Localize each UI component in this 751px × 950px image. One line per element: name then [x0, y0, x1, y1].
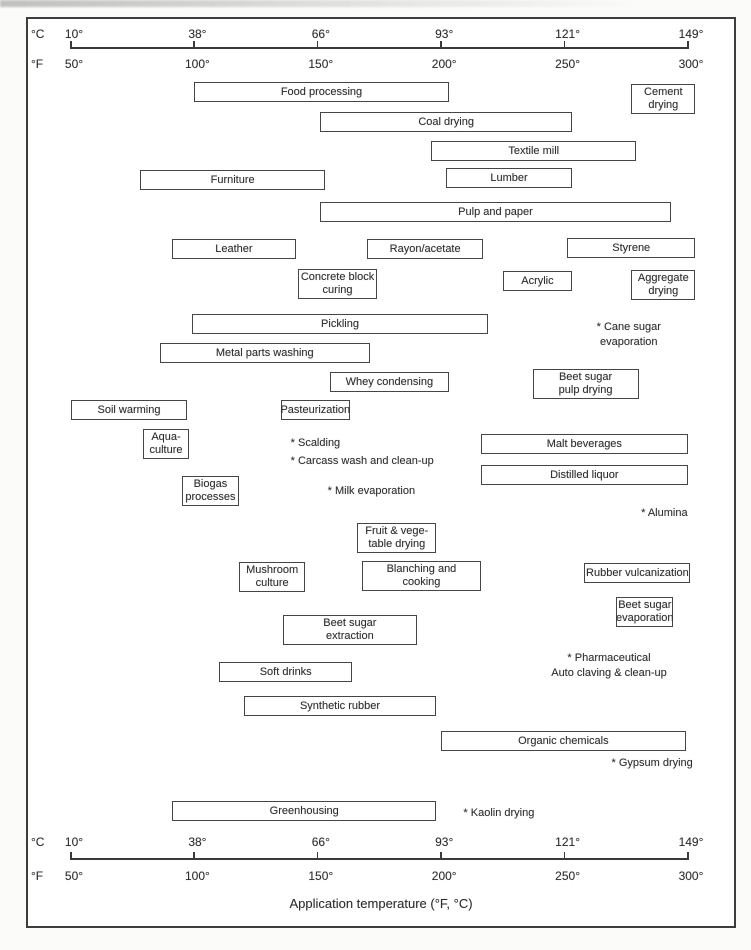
annotation-line: * Kaolin drying — [463, 807, 535, 819]
range-box-label: Metal parts washing — [215, 346, 314, 359]
range-box-label: Distilled liquor — [550, 468, 619, 481]
range-box-label: Lumber — [490, 171, 528, 184]
range-box — [446, 168, 572, 188]
fahrenheit-tick-label: 100° — [184, 869, 210, 883]
fahrenheit-tick-label: 200° — [431, 869, 457, 883]
annotation-line: * Cane sugar — [596, 321, 661, 333]
annotation-label — [611, 756, 692, 771]
fahrenheit-unit-label: °F — [31, 869, 44, 883]
range-box — [533, 369, 639, 399]
fahrenheit-tick-label: 300° — [678, 869, 704, 883]
range-box-label: curing — [322, 284, 353, 296]
axis-tick-bottom — [70, 852, 72, 860]
range-box — [481, 465, 688, 485]
range-box-label: Pasteurization — [280, 403, 351, 416]
annotation-line: * Scalding — [290, 437, 341, 449]
celsius-tick-label: 93° — [435, 27, 454, 41]
annotation-line: evaporation — [600, 336, 658, 348]
range-box-label: Mushroom — [246, 564, 299, 576]
range-box-label: Blanching and — [386, 563, 457, 575]
annotation-label — [551, 651, 667, 681]
annotation-label — [597, 320, 661, 350]
axis-line-top — [71, 47, 688, 49]
range-box-label: Whey condensing — [345, 375, 434, 388]
annotation-line: Auto claving & clean-up — [551, 667, 667, 679]
range-box-label: evaporation — [616, 612, 674, 624]
axis-tick-top — [70, 41, 72, 49]
range-box — [320, 202, 670, 222]
annotation-line: * Carcass wash and clean-up — [290, 455, 434, 467]
x-axis-title: Application temperature (°F, °C) — [289, 896, 473, 911]
range-box-label: table drying — [368, 538, 426, 550]
range-box-label: Greenhousing — [269, 804, 339, 817]
celsius-unit-label: °C — [31, 835, 45, 849]
fahrenheit-tick-label: 200° — [431, 57, 457, 71]
celsius-tick-label: 121° — [555, 27, 580, 41]
axis-tick-bottom — [193, 852, 195, 860]
celsius-tick-label: 121° — [555, 835, 580, 849]
range-box-label: Concrete block — [300, 271, 375, 283]
axis-tick-top — [440, 41, 442, 49]
axis-tick-bottom — [564, 852, 566, 860]
range-box-label: Styrene — [612, 241, 651, 254]
axis-tick-bottom — [317, 852, 319, 860]
annotation-label — [641, 506, 687, 521]
range-box-label: Malt beverages — [546, 437, 622, 450]
fahrenheit-tick-label: 50° — [64, 869, 84, 883]
axis-tick-top — [193, 41, 195, 49]
fahrenheit-tick-label: 300° — [678, 57, 704, 71]
range-box-label: Textile mill — [508, 144, 560, 157]
range-box — [330, 372, 448, 392]
range-box — [616, 597, 673, 627]
range-box — [298, 269, 377, 299]
celsius-tick-label: 38° — [188, 27, 207, 41]
range-box-label: Soft drinks — [259, 665, 312, 678]
fahrenheit-tick-label: 100° — [184, 57, 210, 71]
range-box-label: drying — [648, 285, 679, 297]
range-box-label: Biogas — [193, 478, 228, 490]
range-box-label: Leather — [215, 242, 253, 255]
range-box-label: extraction — [326, 630, 374, 642]
range-box — [172, 801, 436, 821]
annotation-line: * Milk evaporation — [327, 485, 416, 497]
range-box-label: cooking — [402, 576, 441, 588]
range-box — [320, 112, 572, 132]
range-box — [584, 563, 690, 583]
fahrenheit-tick-label: 50° — [64, 57, 84, 71]
range-box-label: Pickling — [321, 317, 359, 330]
range-box-label: Synthetic rubber — [299, 699, 381, 712]
annotation-label — [463, 806, 534, 821]
range-box — [140, 170, 325, 190]
celsius-unit-label: °C — [31, 27, 45, 41]
range-box — [194, 82, 448, 102]
range-box — [239, 562, 306, 592]
range-box — [160, 343, 370, 363]
celsius-tick-label: 38° — [188, 835, 207, 849]
annotation-line: * Alumina — [641, 507, 688, 519]
range-box — [503, 271, 572, 291]
range-box — [71, 400, 187, 420]
range-box-label: culture — [255, 577, 289, 589]
celsius-tick-label: 149° — [678, 835, 704, 849]
range-box — [367, 239, 483, 259]
annotation-line: * Gypsum drying — [611, 757, 693, 769]
fahrenheit-tick-label: 150° — [308, 869, 334, 883]
range-box — [357, 523, 436, 553]
range-box-label: Pulp and paper — [458, 205, 533, 218]
range-box-label: Cement — [644, 86, 683, 98]
axis-tick-bottom — [440, 852, 442, 860]
annotation-line: * Pharmaceutical — [567, 652, 651, 664]
axis-tick-bottom — [687, 852, 689, 860]
range-box-label: Coal drying — [418, 115, 474, 128]
celsius-tick-label: 66° — [311, 27, 330, 41]
range-box-label: processes — [185, 491, 236, 503]
range-box-label: Beet sugar — [558, 371, 613, 383]
celsius-tick-label: 66° — [311, 835, 330, 849]
range-box — [631, 270, 695, 300]
scan-artifact-smudge — [0, 0, 640, 7]
range-box — [172, 239, 295, 259]
range-box-label: Rubber vulcanization — [586, 566, 689, 579]
range-box — [631, 84, 695, 114]
range-box-label: Beet sugar — [618, 599, 672, 611]
range-box — [182, 476, 239, 506]
range-box-label: culture — [149, 444, 183, 456]
range-box — [567, 238, 695, 258]
range-box-label: Organic chemicals — [518, 734, 609, 747]
range-box — [219, 662, 352, 682]
range-box — [362, 561, 480, 591]
range-box-label: Acrylic — [521, 274, 554, 287]
range-box-label: Rayon/acetate — [389, 242, 461, 255]
axis-tick-top — [687, 41, 689, 49]
annotation-label — [291, 436, 341, 451]
axis-tick-top — [564, 41, 566, 49]
range-box-label: Food processing — [280, 85, 363, 98]
celsius-tick-label: 93° — [435, 835, 454, 849]
range-box-label: Soil warming — [97, 403, 161, 416]
axis-line-bottom — [71, 858, 688, 860]
annotation-label — [328, 484, 415, 499]
fahrenheit-unit-label: °F — [31, 57, 44, 71]
range-box — [431, 141, 636, 161]
range-box-label: Aggregate — [637, 272, 689, 284]
range-box — [441, 731, 685, 751]
range-box-label: Furniture — [210, 173, 255, 186]
celsius-tick-label: 149° — [678, 27, 704, 41]
fahrenheit-tick-label: 250° — [555, 57, 580, 71]
fahrenheit-tick-label: 250° — [555, 869, 580, 883]
axis-tick-top — [317, 41, 319, 49]
range-box-label: pulp drying — [558, 384, 613, 396]
celsius-tick-label: 10° — [64, 27, 84, 41]
range-box — [481, 434, 688, 454]
range-box — [283, 615, 416, 645]
range-box — [192, 314, 488, 334]
range-box — [244, 696, 437, 716]
fahrenheit-tick-label: 150° — [308, 57, 334, 71]
range-box-label: Aqua- — [151, 431, 181, 443]
celsius-tick-label: 10° — [64, 835, 84, 849]
range-box — [281, 400, 350, 420]
annotation-label — [291, 454, 434, 469]
range-box — [143, 429, 190, 459]
range-box-label: Fruit & vege- — [365, 525, 429, 537]
range-box-label: Beet sugar — [323, 617, 377, 629]
range-box-label: drying — [648, 99, 679, 111]
